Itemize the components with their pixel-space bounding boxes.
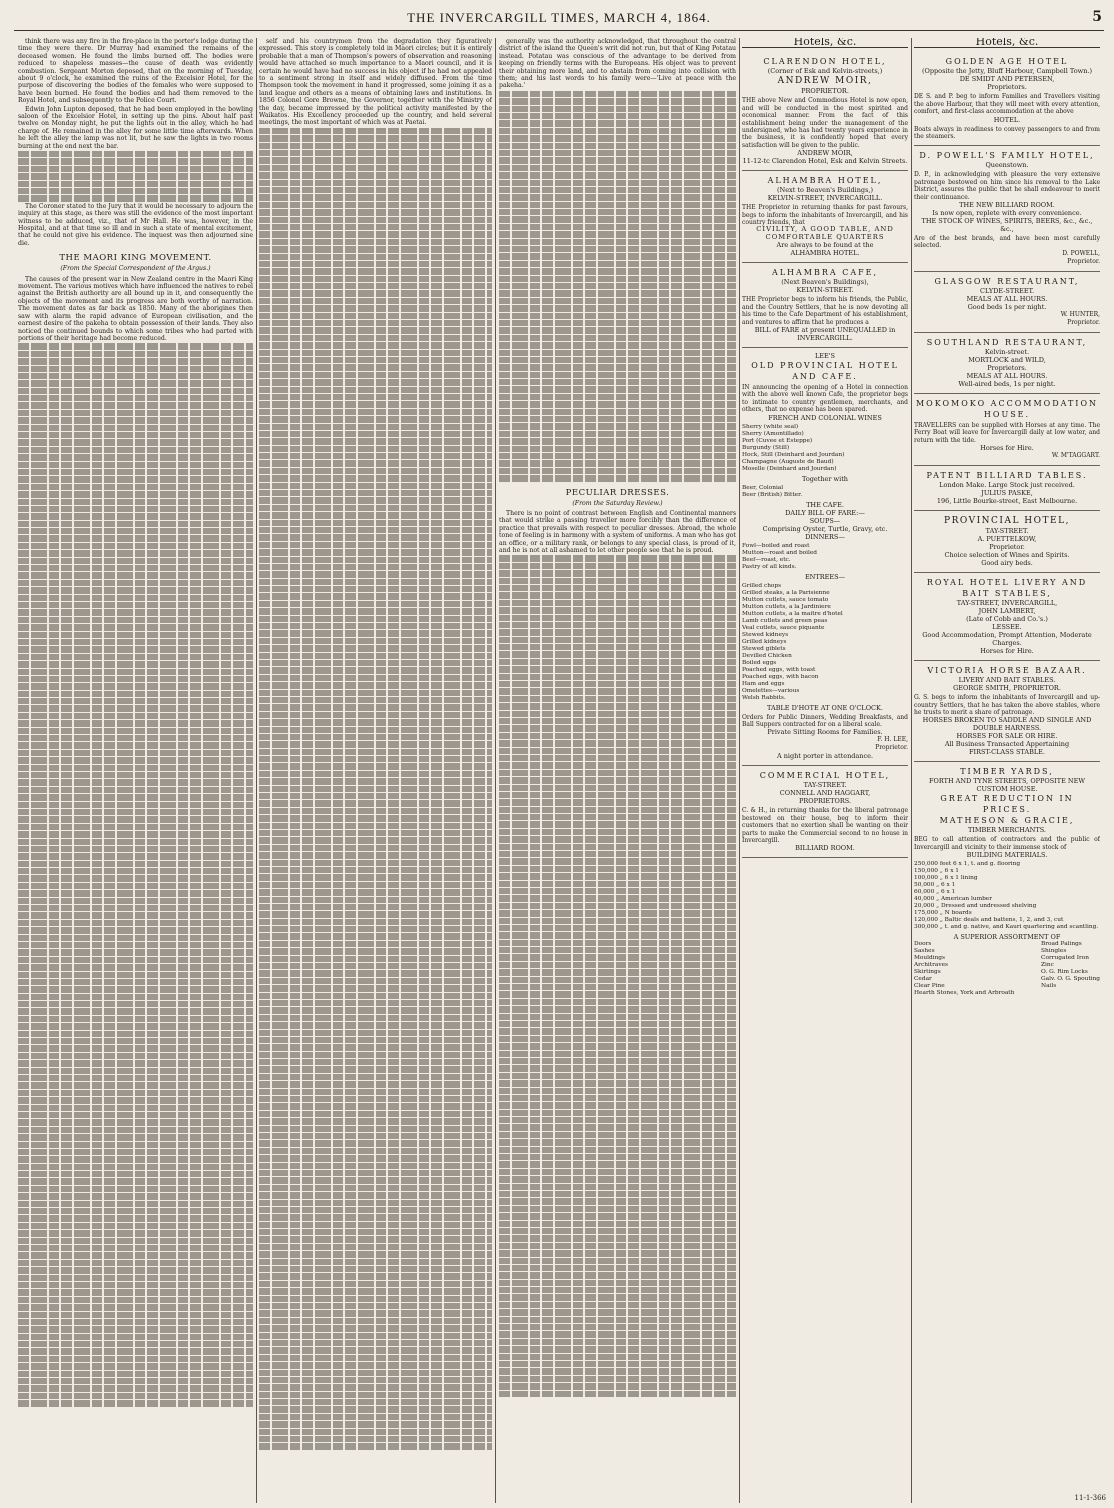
column-2 — [259, 38, 492, 1503]
list-item: Boiled eggs — [742, 659, 777, 666]
article-source: (From the Special Correspondent of the Argus.) — [60, 265, 211, 273]
masthead-title: THE INVERCARGILL TIMES, MARCH 4, 1864. — [407, 10, 711, 25]
ad-title: PROVINCIAL HOTEL, — [944, 516, 1070, 527]
list-item: Mutton cutlets, a la Jardiniere — [742, 603, 831, 610]
list-item: Welsh Rabbits. — [742, 694, 786, 701]
ad-alhambra-cafe: ALHAMBRA CAFE, (Next Beaven's Buildings), KELVIN-STREET. THE Proprietor begs to inform his friends, the Public, and the Country Settlers, that he is now devoting all his time to the Cafe Department of his establishment, and ventures to affirm that he produces a BILL of FARE at present UNEQUALLED in INVERCARGILL. — [742, 263, 908, 348]
list-item: Hock, Still (Deinhard and Jourdan) — [742, 451, 845, 458]
headline-peculiar-dresses: PECULIAR DRESSES. — [565, 487, 670, 498]
column-5-hotels — [914, 38, 1100, 1503]
text-lines — [499, 91, 736, 97]
list-item: Poached eggs, with bacon — [742, 673, 819, 680]
page-number: 5 — [1092, 9, 1102, 25]
list-item: 40,000 „ American lumber — [914, 896, 992, 903]
list-item: 50,000 „ 6 x 1 — [914, 882, 956, 889]
list-item: Lamb cutlets and green peas — [742, 617, 828, 624]
ad-title: D. POWELL'S FAMILY HOTEL, — [919, 151, 1095, 161]
column-3 — [499, 38, 736, 1503]
ad-title: COMMERCIAL HOTEL, — [759, 771, 891, 781]
column-rule — [739, 38, 740, 1503]
list-item: 120,000 „ Baltic deals and battens, 1, 2, and 3, cut — [914, 917, 1064, 924]
ad-victoria-horse-bazaar: VICTORIA HORSE BAZAAR. LIVERY AND BAIT STABLES. GEORGE SMITH, PROPRIETOR. G. S. begs to inform the inhabitants of Invercargill and up-country Settlers, that he has taken the above stables, where he trusts to merit a share of patronage. HORSES BROKEN TO SADDLE AND SINGLE AND DOUBLE HARNESS. HORSES FOR SALE OR HIRE. All Business Transacted Appertaining FIRST-CLASS STABLE. — [914, 661, 1100, 762]
list-item: Mutton cutlets, a la maitre d'hotel — [742, 610, 843, 617]
list-item: Grilled steaks, a la Parisienne — [742, 589, 830, 596]
ad-title: PATENT BILLIARD TABLES. — [926, 471, 1088, 481]
article-text: The Coroner stated to the Jury that it would be necessary to adjourn the inquiry at this stage, as there was still the evidence of the most important witness to be adduced, viz., that of Mr Hall. He was, however, in the Hospital, and at that time so ill and in such a state of mental excitement, that he could not give his evidence. The inquest was then adjourned sine die. — [18, 202, 253, 247]
list-item: Grilled chops — [742, 582, 782, 589]
ad-title: TIMBER YARDS, — [960, 767, 1054, 777]
list-item: Burgundy (Still) — [742, 444, 790, 451]
ad-timber-yards: TIMBER YARDS, FORTH AND TYNE STREETS, OPPOSITE NEW CUSTOM HOUSE. GREAT REDUCTION IN PRICES. MATHESON & GRACIE, TIMBER MERCHANTS. BEG to call attention of contractors and the public of Invercargill and vicinity to their immense stock of BUILDING MATERIALS. 250,000 feet 6 x 1, t. and g. flooring 150,000 „ 6 x 1 100,000 „ 6 x 1 lining 50,000 „ 6 x 1 60,000 „ 6 x 1 40,000 „ American lumber 20,000 „ Dressed and undressed shelving 175,000 „ N boards 120,000 „ Baltic deals and battens, 1, 2, and 3, cut 300,000 „ t. and g. native, and Kauri quartering and scantling. A SUPERIOR ASSORTMENT OF Doors Sashes Mouldings Architraves Skirtings Cedar Clear Pine Hearth Stones, York and Arbroath Broad Palings Shingles Corrugated Iron Zinc O. G. Rim Locks Galv. O. G. Spouting Nails — [914, 767, 1100, 997]
column-rule — [911, 38, 912, 1503]
section-heading-hotels: Hotels, &c. — [914, 38, 1100, 48]
list-item: Sherry (Amontillado) — [742, 430, 804, 437]
list-item: 60,000 „ 6 x 1 — [914, 889, 956, 896]
article-text: think there was any fire in the fire-place in the porter's lodge during the time they were there. Dr Murray had examined the remains of the deceased women. He found the limbs burned off. The bodies were reduced to shapeless masses—the cause of death was evidently combustion. Sergeant Morton deposed, that on the morning of Tuesday, about 9 o'clock, he examined the ruins of the Excelsior Hotel, for the purpose of discovering the bodies of the females who were supposed to have been burned. He found the bodies and had them removed to the Royal Hotel, and subsequently to the Police Court. — [18, 38, 253, 105]
ad-royal-hotel-stables: ROYAL HOTEL LIVERY AND BAIT STABLES, TAY-STREET, INVERCARGILL, JOHN LAMBERT, (Late of Cobb and Co.'s.) LESSEE. Good Accommodation, Prompt Attention, Moderate Charges. Horses for Hire. — [914, 573, 1100, 661]
article-source: (From the Saturday Review.) — [572, 499, 663, 507]
text-lines — [18, 151, 253, 157]
ad-title: ALHAMBRA CAFE, — [771, 268, 879, 278]
list-item: Poached eggs, with toast — [742, 666, 816, 673]
column-rule — [256, 38, 257, 1503]
list-item: Devilled Chicken — [742, 652, 792, 659]
ad-title: VICTORIA HORSE BAZAAR. — [927, 666, 1087, 676]
section-heading-hotels: Hotels, &c. — [742, 38, 908, 48]
list-item: Pastry of all kinds. — [742, 563, 797, 570]
masthead — [14, 8, 1104, 31]
article-text: The causes of the present war in New Zealand centre in the Maori King movement. The various motives which have influenced the natives to rebel against the British authority are all bound up in it, and consequently the objects of the movement and its progress are both worthy of narration. The movement dates as far back as 1850. Many of the aborigines then saw with alarm the rapid advance of European civilisation, and the earnest desire of the pakeha to obtain possession of their lands. They also noticed the continued bounds to which some tribes who had parted with portions of their heritage had become reduced. — [18, 275, 253, 342]
ad-title: MOKOMOKO ACCOMMODATION HOUSE. — [915, 398, 1098, 419]
list-item: 250,000 feet 6 x 1, t. and g. flooring — [914, 861, 1021, 868]
ad-alhambra-hotel: ALHAMBRA HOTEL, (Next to Beaven's Buildings,) KELVIN-STREET, INVERCARGILL. THE Proprietor in returning thanks for past favours, begs to inform the inhabitants of Invercargill, and his country friends, that CIVILITY, A GOOD TABLE, AND COMFORTABLE QUARTERS Are always to be found at the ALHAMBRA HOTEL. — [742, 171, 908, 263]
ad-code: 11-1-366 — [1074, 1494, 1106, 1502]
column-4-hotels — [742, 38, 908, 1503]
column-rule — [495, 38, 496, 1503]
ad-title: ROYAL HOTEL LIVERY AND BAIT STABLES, — [926, 578, 1088, 599]
list-item: Beer, Colonial — [742, 484, 784, 491]
list-item: Veal cutlets, sauce piquante — [742, 624, 825, 631]
list-item: Stewed giblets — [742, 645, 786, 652]
ad-commercial-hotel: COMMERCIAL HOTEL, TAY-STREET. CONNELL AND HAGGART, PROPRIETORS. C. & H., in returning thanks for the liberal patronage bestowed on their house, beg to inform their customers that no exertion shall be wanting on their parts to make the Commercial second to no house in Invercargill. BILLIARD ROOM. — [742, 766, 908, 858]
headline-maori-king: THE MAORI KING MOVEMENT. — [59, 253, 212, 264]
article-text: generally was the authority acknowledged, that throughout the central district of the island the Queen's writ did not run, but that of King Potatau instead. Potatau was conscious of the advantage to be derived from keeping on friendly terms with the Europeans. His object was to prevent their obtaining more land, and to abstain from coming into collision with them; and his last words to his family were—'Live at peace with the pakeha.' — [499, 38, 736, 90]
ad-billiard-tables: PATENT BILLIARD TABLES. London Make. Large Stock just received. JULIUS PASKE, 196, Little Bourke-street, East Melbourne. — [914, 466, 1100, 511]
ad-title: CLARENDON HOTEL, — [763, 57, 887, 67]
ad-title: ALHAMBRA HOTEL, — [767, 176, 883, 186]
ad-southland-restaurant: SOUTHLAND RESTAURANT, Kelvin-street. MORTLOCK and WILD, Proprietors. MEALS AT ALL HOURS. Well-aired beds, 1s per night. — [914, 333, 1100, 394]
list-item: Champagne (Auguste de Baud) — [742, 458, 834, 465]
ad-mokomoko-house: MOKOMOKO ACCOMMODATION HOUSE. TRAVELLERS can be supplied with Horses at any time. The Ferry Boat will leave for Invercargill daily at low water, and return with the tide. Horses for Hire. W. M'TAGGART. — [914, 394, 1100, 466]
list-item: 175,000 „ N boards — [914, 910, 972, 917]
list-item: Moselle (Deinhard and Jourdan) — [742, 465, 837, 472]
text-lines — [18, 343, 253, 349]
article-text: Edwin John Lupton deposed, that he had been employed in the bowling saloon of the Excelsior Hotel, in setting up the pins. About half past twelve on Monday night, he put the lights out in the alley, which he had charge of. He remained in the alley for some little time afterwards. When he left the alley the lamp was not lit, but he saw the lights in two rooms burning at the end next the bar. — [18, 105, 253, 150]
list-item: Beer (British) Bitter. — [742, 491, 803, 498]
list-item: Stewed kidneys — [742, 631, 789, 638]
ad-title: GOLDEN AGE HOTEL — [945, 57, 1069, 67]
list-item: Ham and eggs — [742, 680, 785, 687]
article-text: There is no point of contrast between English and Continental manners that would strike a passing traveller more forcibly than the difference of practice that prevails with respect to peculiar dresses. Abroad, the whole tone of feeling is in harmony with a system of uniforms. A man who has got an office, or a military rank, or belongs to any special class, is proud of it, and he is not at all ashamed to let other people see that he is proud. — [499, 509, 736, 554]
list-item: Fowl—boiled and roast — [742, 542, 810, 549]
text-lines — [499, 555, 736, 561]
column-1 — [18, 38, 253, 1503]
list-item: 300,000 „ t. and g. native, and Kauri quartering and scantling. — [914, 924, 1099, 931]
list-item: Mutton—roast and boiled — [742, 549, 818, 556]
assortment-table: Doors Sashes Mouldings Architraves Skirtings Cedar Clear Pine Hearth Stones, York and Arbroath Broad Palings Shingles Corrugated Iron Zinc O. G. Rim Locks Galv. O. G. Spouting Nails — [914, 941, 1100, 997]
text-lines — [259, 128, 492, 134]
list-item: 100,000 „ 6 x 1 lining — [914, 875, 978, 882]
ad-title: SOUTHLAND RESTAURANT, — [926, 337, 1088, 347]
list-item: 150,000 „ 6 x 1 — [914, 868, 959, 875]
timber-price-list — [914, 861, 1100, 931]
article-text: self and his countrymen from the degradation they figuratively expressed. This story is completely told in Maori circles; but it is entirely probable that a man of Thompson's powers of observation and reasoning would have attached so much importance to a Maori council, and it is certain he would have had no success in his object if he had not appealed to a sentiment strong in itself and widely diffused. From the time Thompson took the movement in hand it progressed, some joining it as a land league and others as a means of obtaining laws and institutions. In 1856 Colonel Gore Browne, the Governor, together with the Ministry of the day, became impressed by the political activity manifested by the Waikatos. His Excellency proceeded up the country, and held several meetings, the most important of which was at Paetai. — [259, 38, 492, 127]
dinner-list — [742, 543, 908, 571]
list-item: Port (Cuvee et Esteppe) — [742, 437, 813, 444]
list-item: Mutton cutlets, sauce tomato — [742, 596, 829, 603]
ad-clarendon-hotel: CLARENDON HOTEL, (Corner of Esk and Kelvin-streets,) ANDREW MOIR, PROPRIETOR. THE above New and Commodious Hotel is now open, and will be conducted in the most spirited and economical manner. From the fact of this establishment being under the management of the undersigned, who has had twenty years experience in the business, it is confidently hoped that every satisfaction will be given to the public. ANDREW MOIR, 11-12-tc Clarendon Hotel, Esk and Kelvin Streets. — [742, 52, 908, 171]
wine-list — [742, 424, 908, 473]
list-item: Grilled kidneys — [742, 638, 787, 645]
list-item: Beef—roast, etc. — [742, 556, 791, 563]
ad-powells-family-hotel: D. POWELL'S FAMILY HOTEL, Queenstown. D. P., in acknowledging with pleasure the very extensive patronage bestowed on him since his removal to the Lake District, assures the public that he shall endeavour to merit their continuance. THE NEW BILLIARD ROOM. Is now open, replete with every convenience. THE STOCK OF WINES, SPIRITS, BEERS, &c., &c., &c., Are of the best brands, and have been most carefully selected. D. POWELL, Proprietor. — [914, 146, 1100, 271]
ad-title: OLD PROVINCIAL HOTEL AND CAFE. — [751, 360, 899, 381]
ad-provincial-hotel: PROVINCIAL HOTEL, TAY-STREET. A. PUETTELKOW, Proprietor. Choice selection of Wines and Spirits. Good airy beds. — [914, 511, 1100, 573]
list-item: Sherry (white seal) — [742, 423, 799, 430]
ad-title: GLASGOW RESTAURANT, — [934, 276, 1080, 286]
entree-list — [742, 583, 908, 702]
ad-golden-age-hotel: GOLDEN AGE HOTEL (Opposite the Jetty, Bluff Harbour, Campbell Town.) DE SMIDT AND PETERSEN, Proprietors. DE S. and P. beg to inform Families and Travellers visiting the above Harbour, that they will meet with every attention, comfort, and first-class accommodation at the above HOTEL. Boats always in readiness to convey passengers to and from the steamers. — [914, 52, 1100, 146]
ad-lees-provincial-hotel: LEE'S OLD PROVINCIAL HOTEL AND CAFE. IN announcing the opening of a Hotel in connection with the above well known Cafe, the proprietor begs to intimate to country gentlemen, merchants, and others, that no expense has been spared. FRENCH AND COLONIAL WINES Sherry (white seal) Sherry (Amontillado) Port (Cuvee et Esteppe) Burgundy (Still) Hock, Still (Deinhard and Jourdan) Champagne (Auguste de Baud) Moselle (Deinhard and Jourdan) Together with Beer, Colonial Beer (British) Bitter. THE CAFE. DAILY BILL OF FARE:— SOUPS— Comprising Oyster, Turtle, Gravy, etc. DINNERS— Fowl—boiled and roast Mutton—roast and boiled Beef—roast, etc. Pastry of all kinds. ENTREES— Grilled chops Grilled steaks, a la Parisienne Mutton cutlets, sauce tomato Mutton cutlets, a la Jardiniere Mutton cutlets, a la maitre d'hotel Lamb cutlets and green peas Veal cutlets, sauce piquante Stewed kidneys Grilled kidneys Stewed giblets Devilled Chicken Boiled eggs Poached eggs, with toast Poached eggs, with bacon Ham and eggs Omelettes—various Welsh Rabbits. TABLE D'HOTE AT ONE O'CLOCK. Orders for Public Dinners, Wedding Breakfasts, and Ball Suppers contracted for on a liberal scale. Private Sitting Rooms for Families. F. H. LEE, Proprietor. A night porter in attendance. — [742, 348, 908, 766]
list-item: 20,000 „ Dressed and undressed shelving — [914, 903, 1037, 910]
list-item: Omelettes—various — [742, 687, 800, 694]
ad-glasgow-restaurant: GLASGOW RESTAURANT, CLYDE-STREET. MEALS AT ALL HOURS. Good beds 1s per night. W. HUNTER, Proprietor. — [914, 272, 1100, 333]
